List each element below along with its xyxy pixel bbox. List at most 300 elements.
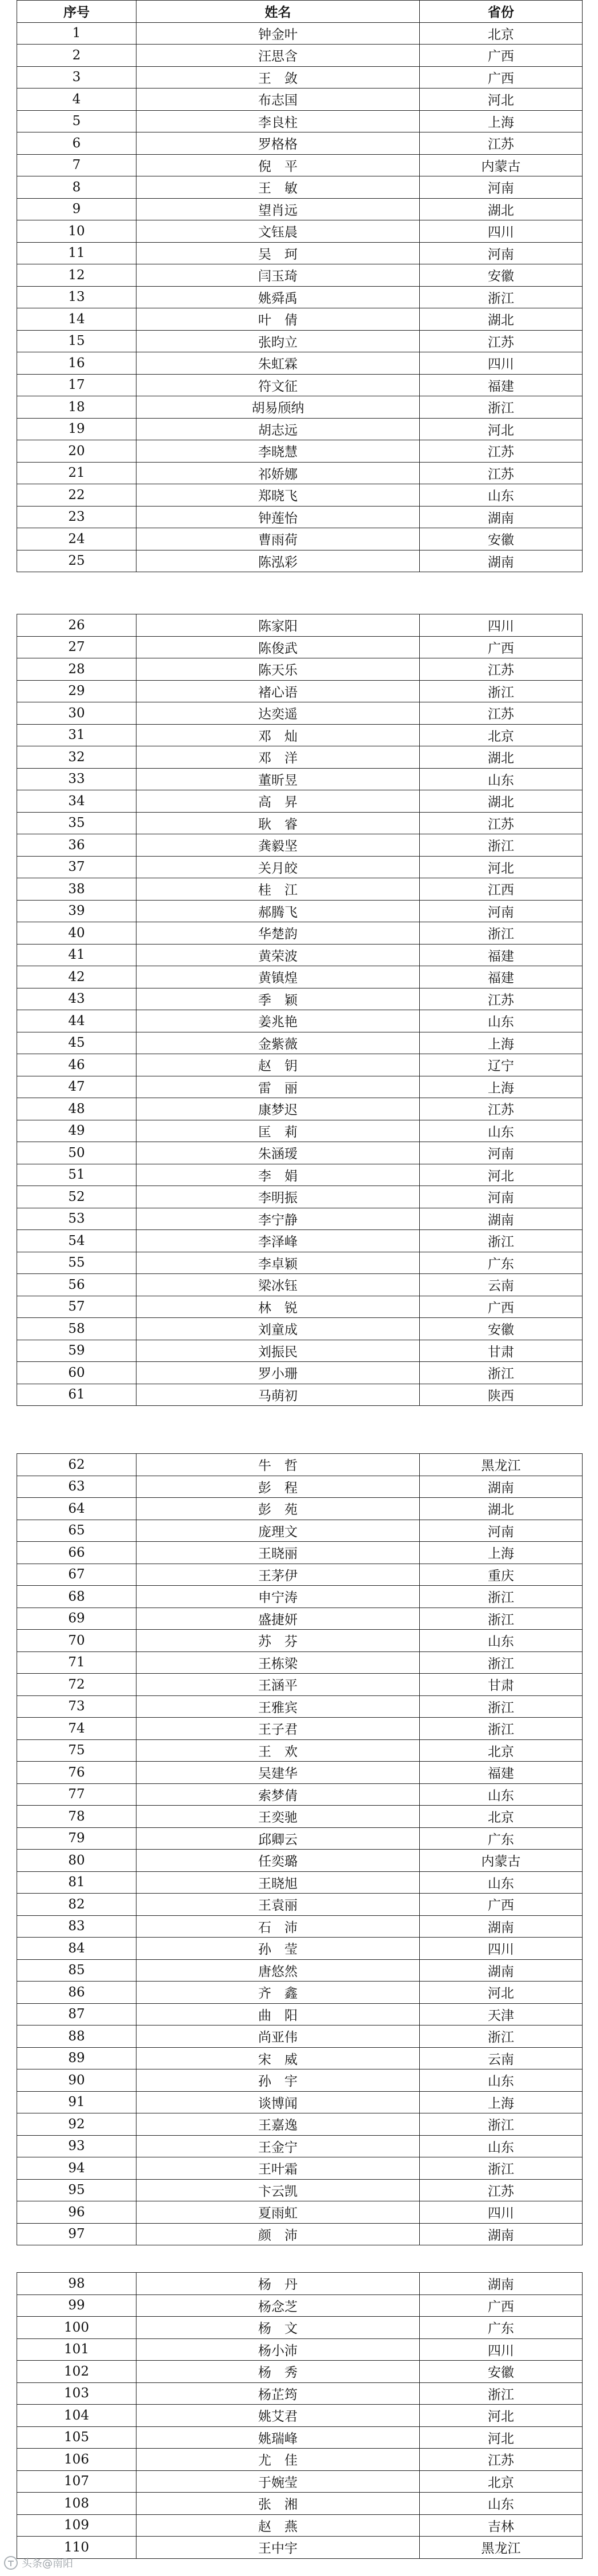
table-row <box>17 746 582 769</box>
province: 福建 <box>488 379 514 394</box>
row-number: 97 <box>17 2224 137 2245</box>
row-number: 72 <box>17 1674 137 1695</box>
person-name: 彭 苑 <box>137 1498 420 1520</box>
person-name: 李良柱 <box>137 111 420 132</box>
table-row <box>17 834 582 857</box>
table-row <box>17 1938 582 1960</box>
person-name: 褚心语 <box>137 681 420 702</box>
table-row <box>17 1340 582 1363</box>
province: 湖北 <box>488 751 514 766</box>
table-row <box>17 2273 582 2295</box>
province: 上海 <box>488 2096 514 2111</box>
table-row <box>17 2004 582 2026</box>
province: 安徽 <box>488 533 514 548</box>
person-name: 关月皎 <box>137 857 420 878</box>
row-number: 23 <box>17 507 137 528</box>
province: 广东 <box>488 1256 514 1272</box>
person-name: 达奕遥 <box>137 702 420 724</box>
province: 安徽 <box>488 2365 514 2381</box>
row-number: 53 <box>17 1208 137 1230</box>
row-number: 46 <box>17 1054 137 1076</box>
table-row <box>17 1186 582 1208</box>
province: 广西 <box>488 49 514 65</box>
province: 河北 <box>488 2409 514 2425</box>
province: 广东 <box>488 2321 514 2337</box>
province: 云南 <box>488 1279 514 1294</box>
row-number: 21 <box>17 463 137 484</box>
table-row <box>17 1520 582 1542</box>
header-province: 省份 <box>488 5 514 21</box>
header-num: 序号 <box>17 1 137 22</box>
province: 上海 <box>488 115 514 130</box>
row-number: 41 <box>17 945 137 966</box>
province: 河北 <box>488 1986 514 2002</box>
row-number: 33 <box>17 769 137 790</box>
person-name: 朱虹霖 <box>137 352 420 374</box>
row-number: 11 <box>17 243 137 264</box>
row-number: 78 <box>17 1806 137 1827</box>
row-number: 34 <box>17 790 137 812</box>
person-name: 朱涵瑷 <box>137 1142 420 1164</box>
province: 浙江 <box>488 1656 514 1671</box>
row-number: 70 <box>17 1630 137 1651</box>
table-row <box>17 790 582 813</box>
person-name: 姚瑞峰 <box>137 2427 420 2449</box>
table-row <box>17 1274 582 1296</box>
row-number: 88 <box>17 2026 137 2047</box>
person-name: 王子君 <box>137 1718 420 1739</box>
row-number: 52 <box>17 1186 137 1208</box>
table-row <box>17 922 582 945</box>
row-number: 94 <box>17 2157 137 2179</box>
table-row <box>17 2026 582 2048</box>
table-row <box>17 857 582 879</box>
person-name: 姜兆艳 <box>137 1010 420 1032</box>
province: 河南 <box>488 181 514 196</box>
province: 四川 <box>488 1942 514 1958</box>
row-number: 101 <box>17 2339 137 2361</box>
watermark <box>3 2554 73 2572</box>
table-row <box>17 1586 582 1608</box>
person-name: 杨 丹 <box>137 2273 420 2294</box>
province: 河南 <box>488 1191 514 1206</box>
person-name: 李卓颖 <box>137 1252 420 1274</box>
person-name: 牛 哲 <box>137 1454 420 1476</box>
row-number: 38 <box>17 878 137 900</box>
person-name: 庞理文 <box>137 1520 420 1542</box>
person-name: 郑晓飞 <box>137 484 420 506</box>
province: 上海 <box>488 1036 514 1052</box>
table-row <box>17 1454 582 1476</box>
province: 内蒙古 <box>481 1854 521 1870</box>
table-row <box>17 45 582 67</box>
row-number: 31 <box>17 725 137 746</box>
row-number: 89 <box>17 2048 137 2069</box>
province: 浙江 <box>488 291 514 306</box>
province: 广东 <box>488 1832 514 1847</box>
province: 河北 <box>488 423 514 438</box>
person-name: 李宁静 <box>137 1208 420 1230</box>
table-row <box>17 1230 582 1252</box>
province: 江苏 <box>488 445 514 460</box>
table-row <box>17 2295 582 2317</box>
province: 湖北 <box>488 313 514 328</box>
table-row <box>17 287 582 309</box>
province: 江苏 <box>488 817 514 832</box>
person-name: 宋 威 <box>137 2048 420 2069</box>
table-row <box>17 1696 582 1718</box>
person-name: 钟莲怡 <box>137 507 420 528</box>
person-name: 王中宇 <box>137 2537 420 2558</box>
person-name: 郝腾飞 <box>137 901 420 922</box>
row-number: 25 <box>17 550 137 572</box>
row-number: 67 <box>17 1564 137 1586</box>
province: 湖南 <box>488 2277 514 2293</box>
table-row <box>17 1054 582 1076</box>
province: 广西 <box>488 71 514 86</box>
province: 浙江 <box>488 2387 514 2402</box>
person-name: 齐 鑫 <box>137 1982 420 2003</box>
row-number: 106 <box>17 2449 137 2470</box>
person-name: 王奕驰 <box>137 1806 420 1827</box>
table-row <box>17 1630 582 1652</box>
person-name: 陈泓彩 <box>137 550 420 572</box>
province: 湖南 <box>488 2228 514 2243</box>
table-row <box>17 2136 582 2158</box>
row-number: 43 <box>17 988 137 1010</box>
row-number: 75 <box>17 1740 137 1762</box>
table-row <box>17 2493 582 2515</box>
person-name: 赵 钥 <box>137 1054 420 1076</box>
person-name: 王晓旭 <box>137 1872 420 1894</box>
table-row <box>17 1252 582 1275</box>
person-name: 吴建华 <box>137 1762 420 1783</box>
table-row <box>17 1784 582 1806</box>
row-number: 87 <box>17 2004 137 2026</box>
person-name: 曹雨荷 <box>137 528 420 550</box>
row-number: 110 <box>17 2537 137 2558</box>
table-row <box>17 1850 582 1872</box>
person-name: 尚亚伟 <box>137 2026 420 2047</box>
province: 山东 <box>488 2140 514 2155</box>
province: 湖北 <box>488 203 514 218</box>
row-number: 81 <box>17 1872 137 1894</box>
row-number: 16 <box>17 352 137 374</box>
person-name: 梁冰钰 <box>137 1274 420 1296</box>
province: 浙江 <box>488 927 514 942</box>
row-number: 65 <box>17 1520 137 1542</box>
person-name: 李 娟 <box>137 1164 420 1186</box>
province: 江苏 <box>488 137 514 152</box>
person-name: 孙 宇 <box>137 2069 420 2091</box>
province: 北京 <box>488 2475 514 2490</box>
row-number: 28 <box>17 658 137 680</box>
row-number: 80 <box>17 1850 137 1871</box>
roster-table-4 <box>17 2272 583 2559</box>
province: 山东 <box>488 1876 514 1891</box>
province: 黑龙江 <box>481 2541 521 2557</box>
person-name: 杨芷筠 <box>137 2383 420 2405</box>
province: 浙江 <box>488 2162 514 2177</box>
table-row <box>17 1674 582 1696</box>
person-name: 卞云凯 <box>137 2180 420 2201</box>
table-row <box>17 901 582 923</box>
province: 山东 <box>488 1124 514 1140</box>
province: 甘肃 <box>488 1678 514 1694</box>
province: 江苏 <box>488 1103 514 1118</box>
table-row <box>17 308 582 331</box>
province: 山东 <box>488 489 514 504</box>
table-header-row <box>17 1 582 23</box>
province: 江苏 <box>488 663 514 678</box>
province: 山东 <box>488 1634 514 1650</box>
row-number: 56 <box>17 1274 137 1296</box>
province: 湖南 <box>488 1964 514 1979</box>
province: 湖北 <box>488 1502 514 1518</box>
province: 浙江 <box>488 1722 514 1738</box>
table-row <box>17 1872 582 1894</box>
person-name: 闫玉琦 <box>137 264 420 286</box>
province: 甘肃 <box>488 1344 514 1360</box>
person-name: 望肖远 <box>137 199 420 220</box>
province: 江苏 <box>488 335 514 350</box>
row-number: 83 <box>17 1916 137 1938</box>
province: 陕西 <box>488 1388 514 1404</box>
person-name: 夏雨虹 <box>137 2201 420 2223</box>
person-name: 倪 平 <box>137 155 420 176</box>
row-number: 58 <box>17 1318 137 1340</box>
table-row <box>17 988 582 1011</box>
province: 河北 <box>488 93 514 108</box>
table-row <box>17 1960 582 1982</box>
table-row <box>17 419 582 441</box>
table-row <box>17 1564 582 1586</box>
person-name: 赵 燕 <box>137 2515 420 2537</box>
row-number: 17 <box>17 375 137 396</box>
person-name: 张 湘 <box>137 2493 420 2514</box>
province: 山东 <box>488 1015 514 1030</box>
table-row <box>17 769 582 791</box>
table-row <box>17 1718 582 1740</box>
table-row <box>17 331 582 353</box>
person-name: 邓 洋 <box>137 746 420 768</box>
table-row <box>17 1652 582 1674</box>
table-row <box>17 1916 582 1938</box>
person-name: 汪思含 <box>137 45 420 66</box>
province: 福建 <box>488 971 514 986</box>
table-row <box>17 2092 582 2114</box>
province: 福建 <box>488 949 514 964</box>
person-name: 王雅宾 <box>137 1696 420 1718</box>
province: 浙江 <box>488 401 514 416</box>
province: 江苏 <box>488 707 514 722</box>
row-number: 109 <box>17 2515 137 2537</box>
table-row <box>17 966 582 988</box>
row-number: 100 <box>17 2317 137 2338</box>
row-number: 48 <box>17 1098 137 1120</box>
person-name: 王 敏 <box>137 176 420 198</box>
province: 吉林 <box>488 2519 514 2534</box>
table-row <box>17 375 582 397</box>
person-name: 杨 文 <box>137 2317 420 2338</box>
person-name: 马萌初 <box>137 1384 420 1406</box>
person-name: 王 敛 <box>137 67 420 89</box>
row-number: 108 <box>17 2493 137 2514</box>
row-number: 3 <box>17 67 137 89</box>
province: 天津 <box>488 2008 514 2023</box>
row-number: 64 <box>17 1498 137 1520</box>
province: 浙江 <box>488 1367 514 1382</box>
table-row <box>17 1542 582 1564</box>
row-number: 40 <box>17 922 137 944</box>
person-name: 李泽峰 <box>137 1230 420 1252</box>
row-number: 39 <box>17 901 137 922</box>
person-name: 匡 莉 <box>137 1120 420 1142</box>
province: 河南 <box>488 1147 514 1162</box>
province: 上海 <box>488 1080 514 1096</box>
roster-table-2 <box>17 614 583 1406</box>
table-row <box>17 614 582 637</box>
province: 浙江 <box>488 1590 514 1606</box>
table-row <box>17 1142 582 1164</box>
province: 山东 <box>488 2074 514 2089</box>
row-number: 60 <box>17 1362 137 1384</box>
person-name: 季 颖 <box>137 988 420 1010</box>
header-name: 姓名 <box>137 1 420 22</box>
province: 广西 <box>488 2299 514 2314</box>
row-number: 59 <box>17 1340 137 1362</box>
table-row <box>17 637 582 659</box>
person-name: 姚舜禹 <box>137 287 420 308</box>
row-number: 45 <box>17 1032 137 1054</box>
table-row <box>17 1296 582 1319</box>
person-name: 索梦倩 <box>137 1784 420 1806</box>
row-number: 74 <box>17 1718 137 1739</box>
table-row <box>17 681 582 703</box>
table-row <box>17 2069 582 2092</box>
province: 湖南 <box>488 1920 514 1935</box>
table-row <box>17 199 582 221</box>
person-name: 王 欢 <box>137 1740 420 1762</box>
row-number: 32 <box>17 746 137 768</box>
province: 河北 <box>488 861 514 876</box>
table-row <box>17 2157 582 2180</box>
person-name: 李晓慧 <box>137 440 420 462</box>
person-name: 于婉莹 <box>137 2471 420 2493</box>
row-number: 77 <box>17 1784 137 1806</box>
person-name: 尤 佳 <box>137 2449 420 2470</box>
province: 湖北 <box>488 795 514 810</box>
row-number: 62 <box>17 1454 137 1476</box>
table-row <box>17 176 582 199</box>
row-number: 14 <box>17 308 137 330</box>
row-number: 15 <box>17 331 137 352</box>
province: 云南 <box>488 2052 514 2067</box>
person-name: 杨念芝 <box>137 2295 420 2317</box>
person-name: 张昀立 <box>137 331 420 352</box>
table-row <box>17 2405 582 2427</box>
person-name: 龚毅坚 <box>137 834 420 856</box>
person-name: 叶 倩 <box>137 308 420 330</box>
province: 福建 <box>488 1766 514 1782</box>
province: 北京 <box>488 1744 514 1759</box>
table-row <box>17 945 582 967</box>
province: 重庆 <box>488 1568 514 1584</box>
row-number: 79 <box>17 1828 137 1850</box>
province: 江苏 <box>488 467 514 482</box>
province: 山东 <box>488 1788 514 1803</box>
row-number: 105 <box>17 2427 137 2449</box>
table-row <box>17 1032 582 1055</box>
person-name: 黄荣波 <box>137 945 420 966</box>
toutiao-logo-icon <box>3 2555 18 2570</box>
table-row <box>17 2224 582 2246</box>
row-number: 95 <box>17 2180 137 2201</box>
row-number: 18 <box>17 396 137 418</box>
row-number: 49 <box>17 1120 137 1142</box>
row-number: 92 <box>17 2113 137 2135</box>
person-name: 高 昇 <box>137 790 420 812</box>
person-name: 文钰晨 <box>137 220 420 242</box>
person-name: 布志国 <box>137 89 420 110</box>
row-number: 85 <box>17 1960 137 1982</box>
province: 江苏 <box>488 992 514 1008</box>
province: 河南 <box>488 247 514 262</box>
person-name: 邱卿云 <box>137 1828 420 1850</box>
person-name: 王涵平 <box>137 1674 420 1695</box>
person-name: 耿 睿 <box>137 813 420 834</box>
row-number: 9 <box>17 199 137 220</box>
table-row <box>17 67 582 89</box>
person-name: 姚艾君 <box>137 2405 420 2426</box>
province: 湖南 <box>488 511 514 526</box>
province: 湖南 <box>488 554 514 570</box>
person-name: 曲 阳 <box>137 2004 420 2026</box>
person-name: 罗格格 <box>137 132 420 154</box>
table-row <box>17 507 582 529</box>
table-row <box>17 2515 582 2537</box>
table-row <box>17 550 582 573</box>
table-row <box>17 2317 582 2339</box>
row-number: 99 <box>17 2295 137 2317</box>
person-name: 任奕璐 <box>137 1850 420 1871</box>
table-row <box>17 484 582 507</box>
table-row <box>17 23 582 45</box>
person-name: 邓 灿 <box>137 725 420 746</box>
row-number: 102 <box>17 2361 137 2382</box>
province: 江苏 <box>488 2184 514 2199</box>
province: 浙江 <box>488 1235 514 1250</box>
province: 黑龙江 <box>481 1458 521 1474</box>
row-number: 71 <box>17 1652 137 1674</box>
province: 内蒙古 <box>481 159 521 174</box>
province: 四川 <box>488 2206 514 2221</box>
table-row <box>17 1894 582 1916</box>
table-row <box>17 1318 582 1340</box>
row-number: 66 <box>17 1542 137 1564</box>
row-number: 103 <box>17 2383 137 2405</box>
table-row <box>17 89 582 111</box>
table-row <box>17 2449 582 2471</box>
person-name: 唐悠然 <box>137 1960 420 1982</box>
province: 浙江 <box>488 685 514 700</box>
person-name: 吴 珂 <box>137 243 420 264</box>
row-number: 20 <box>17 440 137 462</box>
province: 湖南 <box>488 1212 514 1228</box>
person-name: 罗小珊 <box>137 1362 420 1384</box>
row-number: 50 <box>17 1142 137 1164</box>
province: 江西 <box>488 883 514 898</box>
